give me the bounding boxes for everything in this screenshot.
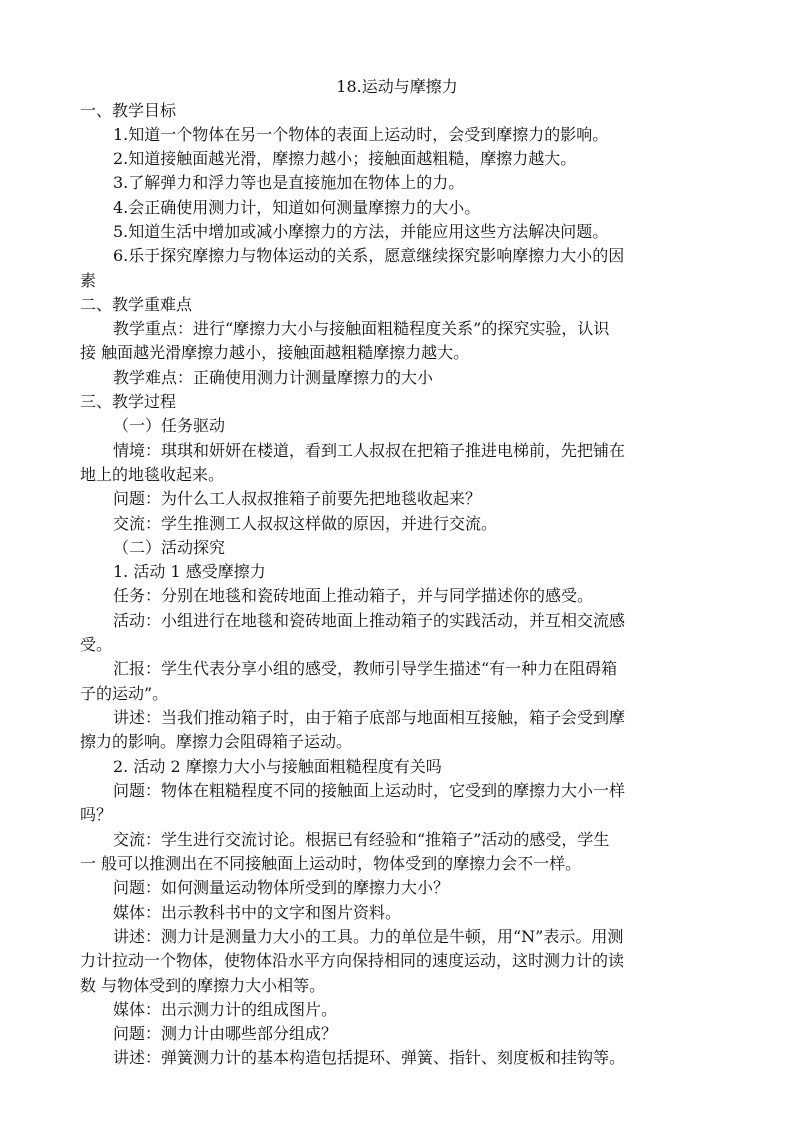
document-title: 18.运动与摩擦力 bbox=[336, 77, 458, 96]
process-line: 汇报：学生代表分享小组的感受，教师引导学生描述“有一种力在阻碍箱 bbox=[113, 659, 618, 678]
process-line: 力计拉动一个物体，使物体沿水平方向保持相同的速度运动，这时测力计的读 bbox=[80, 951, 625, 970]
process-line: 任务：分别在地毯和瓷砖地面上推动箱子，并与同学描述你的感受。 bbox=[113, 586, 594, 605]
process-line: 问题：如何测量运动物体所受到的摩擦力大小？ bbox=[113, 878, 450, 897]
process-line: 媒体：出示测力计的组成图片。 bbox=[113, 1000, 338, 1019]
process-line: 地上的地毯收起来。 bbox=[80, 465, 225, 484]
section-heading-objectives: 一、教学目标 bbox=[80, 101, 177, 120]
process-line: 问题：物体在粗糙程度不同的接触面上运动时，它受到的摩擦力大小一样 bbox=[113, 781, 626, 800]
objective-item-5: 5.知道生活中增加或减小摩擦力的方法，并能应用这些方法解决问题。 bbox=[113, 222, 609, 241]
process-line: 问题：为什么工人叔叔推箱子前要先把地毯收起来？ bbox=[113, 489, 482, 508]
process-line: 问题：测力计由哪些部分组成？ bbox=[113, 1024, 338, 1043]
process-line: 活动：小组进行在地毯和瓷砖地面上推动箱子的实践活动，并互相交流感 bbox=[113, 611, 626, 630]
process-line: 吗？ bbox=[80, 805, 113, 824]
objective-item-2: 2.知道接触面越光滑，摩擦力越小；接触面越粗糙，摩擦力越大。 bbox=[113, 149, 577, 168]
process-line: 交流：学生推测工人叔叔这样做的原因，并进行交流。 bbox=[113, 514, 498, 533]
objective-item-1: 1.知道一个物体在另一个物体的表面上运动时，会受到摩擦力的影响。 bbox=[113, 125, 609, 144]
keypoint-line-2: 接 触面越光滑摩擦力越小，接触面越粗糙摩擦力越大。 bbox=[80, 343, 470, 362]
process-line: （一）任务驱动 bbox=[113, 416, 226, 435]
objective-item-6-cont: 素 bbox=[80, 271, 97, 290]
process-line: 一 般可以推测出在不同接触面上运动时，物体受到的摩擦力会不一样。 bbox=[80, 854, 582, 873]
process-line: 受。 bbox=[80, 635, 113, 654]
process-line: 交流：学生进行交流讨论。根据已有经验和“推箱子”活动的感受，学生 bbox=[113, 830, 610, 849]
process-line: 1. 活动 1 感受摩擦力 bbox=[113, 562, 266, 581]
process-line: 擦力的影响。摩擦力会阻碍箱子运动。 bbox=[80, 732, 353, 751]
objective-item-6: 6.乐于探究摩擦力与物体运动的关系，愿意继续探究影响摩擦力大小的因 bbox=[113, 246, 625, 265]
process-line: 讲述：测力计是测量力大小的工具。力的单位是牛顿，用“N”表示。用测 bbox=[113, 927, 624, 946]
section-heading-process: 三、教学过程 bbox=[80, 392, 177, 411]
process-line: 数 与物体受到的摩擦力大小相等。 bbox=[80, 976, 326, 995]
objective-item-4: 4.会正确使用测力计，知道如何测量摩擦力的大小。 bbox=[113, 198, 481, 217]
process-line: 讲述：当我们推动箱子时，由于箱子底部与地面相互接触，箱子会受到摩 bbox=[113, 708, 626, 727]
keypoint-line-1: 教学重点：进行“摩擦力大小与接触面粗糙程度关系”的探究实验，认识 bbox=[113, 319, 610, 338]
process-line: 媒体：出示教科书中的文字和图片资料。 bbox=[113, 903, 402, 922]
process-line: （二）活动探究 bbox=[113, 538, 226, 557]
difficulty-line: 教学难点：正确使用测力计测量摩擦力的大小 bbox=[113, 368, 434, 387]
section-heading-keypoints: 二、教学重难点 bbox=[80, 295, 193, 314]
process-line: 讲述：弹簧测力计的基本构造包括提环、弹簧、指针、刻度板和挂钩等。 bbox=[113, 1048, 626, 1067]
process-line: 2. 活动 2 摩擦力大小与接触面粗糙程度有关吗 bbox=[113, 757, 442, 776]
process-line: 情境：琪琪和妍妍在楼道，看到工人叔叔在把箱子推进电梯前，先把铺在 bbox=[113, 441, 626, 460]
process-line: 子的运动”。 bbox=[80, 684, 169, 703]
objective-item-3: 3.了解弹力和浮力等也是直接施加在物体上的力。 bbox=[113, 173, 465, 192]
